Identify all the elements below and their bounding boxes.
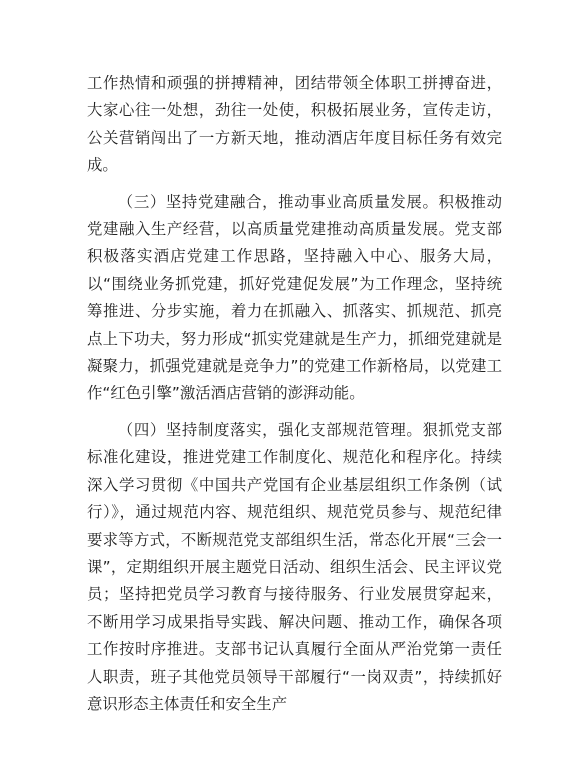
document-body — [87, 70, 502, 718]
paragraph-section-4: （四）坚持制度落实，强化支部规范管理。狠抓党支部标准化建设，推进党建工作制度化、规范化和程序化。持续深入学习贯彻《中国共产党国有企业基层组织工作条例（试行）》，通过规范内容、规范组织、规范党员参与、规范纪律要求等方式，不断规范党支部组织生活，常态化开展“三会一课”，定期组织开展主题党日活动、组织生活会、民主评议党员；坚持把党员学习教育与接待服务、行业发展贯穿起来，不断用学习成果指导实践、解决问题、推动工作，确保各项工作按时序推进。支部书记认真履行全面从严治党第一责任人职责，班子其他党员领导干部履行“一岗双责”，持续抓好意识形态主体责任和安全生产 — [87, 420, 502, 713]
paragraph-section-3: （三）坚持党建融合，推动事业高质量发展。积极推动党建融入生产经营，以高质量党建推动高质量发展。党支部积极落实酒店党建工作思路，坚持融入中心、服务大局，以“围绕业务抓党建，抓好党建促发展”为工作理念，坚持统筹推进、分步实施，着力在抓融入、抓落实、抓规范、抓亮点上下功夫，努力形成“抓实党建就是生产力，抓细党建就是凝聚力，抓强党建就是竞争力”的党建工作新格局，以党建工作“红色引擎”激活酒店营销的澎湃动能。 — [87, 192, 502, 403]
paragraph-continuation: 工作热情和顽强的拼搏精神，团结带领全体职工拼搏奋进，大家心往一处想，劲往一处使，积极拓展业务，宣传走访，公关营销闯出了一方新天地，推动酒店年度目标任务有效完成。 — [87, 74, 502, 175]
